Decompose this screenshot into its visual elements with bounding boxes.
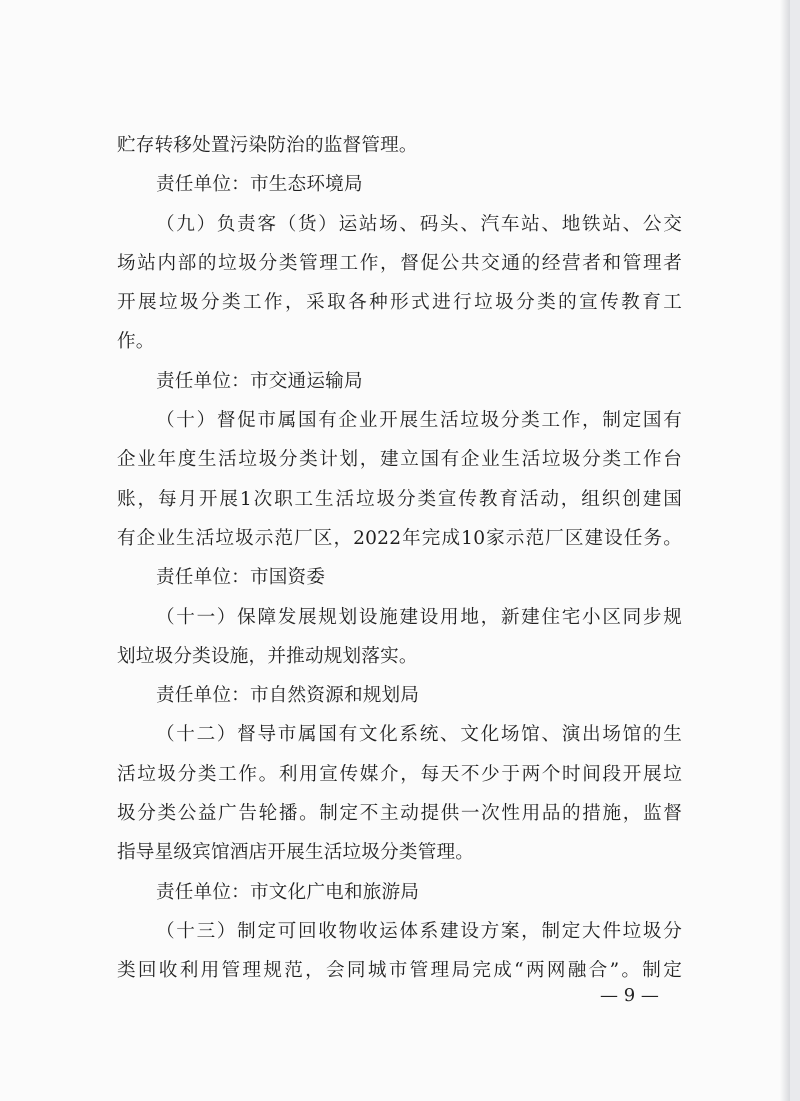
- page-edge-shadow: [780, 0, 790, 1101]
- text-line: 责任单位：市国资委: [156, 567, 326, 589]
- text-line: 作。: [117, 331, 155, 353]
- text-line: 开展垃圾分类工作，采取各种形式进行垃圾分类的宣传教育工: [117, 292, 682, 314]
- text-line: （十一）保障发展规划设施建设用地，新建住宅小区同步规: [156, 606, 682, 628]
- text-line: 圾分类公益广告轮播。制定不主动提供一次性用品的措施，监督: [117, 803, 682, 825]
- text-line: 贮存转移处置污染防治的监督管理。: [117, 135, 418, 156]
- text-line: （十二）督导市属国有文化系统、文化场馆、演出场馆的生: [156, 724, 682, 746]
- text-line: 划垃圾分类设施，并推动规划落实。: [117, 645, 418, 667]
- text-line: 场站内部的垃圾分类管理工作，督促公共交通的经营者和管理者: [117, 252, 682, 274]
- text-line: （十三）制定可回收物收运体系建设方案，制定大件垃圾分: [156, 920, 682, 942]
- text-line: 责任单位：市自然资源和规划局: [156, 685, 420, 707]
- text-line: 账，每月开展1次职工生活垃圾分类宣传教育活动，组织创建国: [117, 488, 682, 510]
- text-line: 责任单位：市交通运输局: [156, 370, 363, 392]
- page-number: — 9 —: [600, 985, 659, 1006]
- text-line: （九）负责客（货）运站场、码头、汽车站、地铁站、公交: [156, 213, 682, 235]
- text-line: 指导星级宾馆酒店开展生活垃圾分类管理。: [117, 842, 475, 864]
- text-line: 类回收利用管理规范，会同城市管理局完成“两网融合”。制定: [117, 960, 682, 982]
- text-line: 有企业生活垃圾示范厂区，2022年完成10家示范厂区建设任务。: [117, 527, 682, 549]
- document-body: [117, 126, 682, 991]
- text-line: 责任单位：市生态环境局: [156, 174, 363, 196]
- text-line: （十）督促市属国有企业开展生活垃圾分类工作，制定国有: [156, 410, 682, 432]
- text-line: 责任单位：市文化广电和旅游局: [156, 881, 420, 903]
- text-line: 活垃圾分类工作。利用宣传媒介，每天不少于两个时间段开展垃: [117, 763, 682, 785]
- text-line: 企业年度生活垃圾分类计划，建立国有企业生活垃圾分类工作台: [117, 449, 682, 471]
